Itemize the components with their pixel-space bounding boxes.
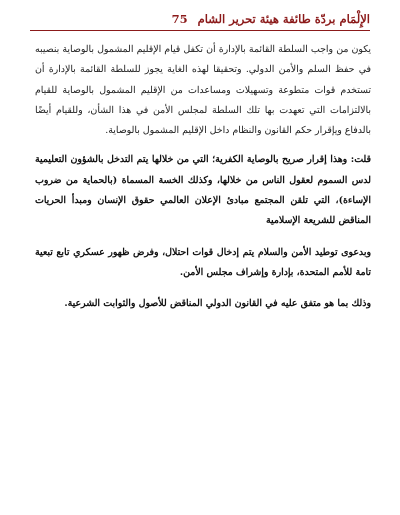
page-body xyxy=(35,40,371,326)
page-number: 75 xyxy=(171,12,188,26)
header-title: الإِلْمَام بردّة طائفة هيئة تحرير الشام xyxy=(197,12,370,26)
paragraph-trusteeship: يكون من واجب السلطة القائمة بالإدارة أن تكفل قيام الإقليم المشمول بالوصاية بنصيبه في حفظ السلم والأمن الدولي. وتحقيقا لهذه الغاية يجوز للسلطة القائمة بالإدارة أن تستخدم قوات متطوعة وتسهيلات ومساعدات من الإقليم المشمول بالوصاية للقيام بالالتزامات التي تعهدت بها تلك السلطة لمجلس الأمن في هذا الشأن، وللقيام أيضًا بالدفاع ويإقرار حكم القانون والنظام داخل الإقليم المشمول بالوصاية. xyxy=(35,44,371,137)
paragraph-international-law: وذلك بما هو متفق عليه في القانون الدولي المناقض للأصول والثوابت الشرعية. xyxy=(64,298,371,310)
paragraph-occupation: وبدعوى توطيد الأمن والسلام يتم إدخال قوات احتلال، وفرض ظهور عسكري تابع تبعية تامة للأمم المتحدة، بإدارة وإشراف مجلس الأمن. xyxy=(35,246,371,278)
paragraph-commentary: قلت: وهذا إقرار صريح بالوصاية الكفرية؛ التي من خلالها يتم التدخل بالشؤون التعليمية لدس السموم لعقول الناس من خلالها، وكذلك الخسة المسماة (بالحماية من ضروب الإساءة)، التي تلقن المجتمع مبادئ الإعلان العالمي حقوق الإنسان ومبدأ الحريات المناقض للشريعة الإسلامية xyxy=(35,154,371,227)
running-header xyxy=(30,9,370,29)
header-divider xyxy=(30,30,370,31)
